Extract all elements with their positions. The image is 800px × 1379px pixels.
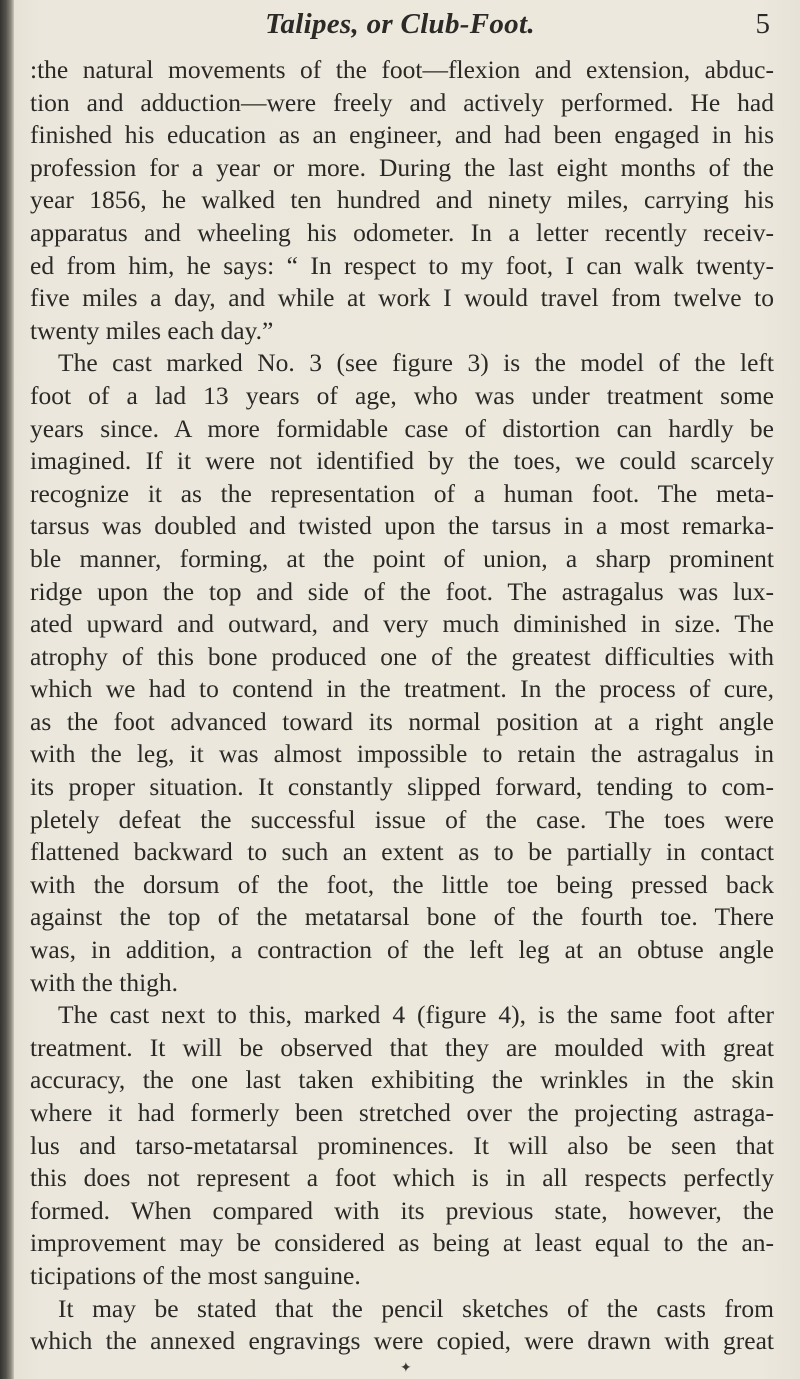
text-line: improvement may be considered as being at least equal to the an- — [30, 1228, 774, 1258]
text-line: was, in addition, a contraction of the left leg at an obtuse angle — [30, 935, 774, 965]
text-line: atrophy of this bone produced one of the greatest difficulties with — [30, 641, 774, 671]
text-line: finished his education as an engineer, and had been engaged in his — [30, 120, 774, 150]
text-line: tarsus was doubled and twisted upon the tarsus in a most remarka- — [30, 511, 774, 541]
text-line: where it had formerly been stretched over the projecting astraga- — [30, 1098, 774, 1127]
text-line: ed from him, he says: “ In respect to my foot, I can walk twenty- — [30, 250, 774, 280]
text-line: years since. A more formidable case of distortion can hardly be — [30, 413, 774, 443]
text-line: against the top of the metatarsal bone of the fourth toe. There — [30, 902, 774, 932]
text-line: flattened backward to such an extent as to be partially in contact — [30, 837, 774, 867]
text-line: year 1856, he walked ten hundred and ninety miles, carrying his — [30, 185, 774, 215]
text-line: with the thigh. — [30, 967, 179, 997]
text-line: The cast marked No. 3 (see figure 3) is the model of the left — [58, 348, 774, 378]
text-line: foot of a lad 13 years of age, who was under treatment some — [30, 380, 774, 410]
text-line: ated upward and outward, and very much diminished in size. The — [30, 609, 774, 639]
text-line: which we had to contend in the treatment. In the process of cure, — [30, 674, 774, 704]
text-line: ble manner, forming, at the point of union, a sharp prominent — [30, 543, 774, 573]
text-line: this does not represent a foot which is in all respects perfectly — [30, 1163, 774, 1193]
text-line: five miles a day, and while at work I would travel from twelve to — [30, 283, 774, 313]
running-title: Talipes, or Club-Foot. — [265, 8, 535, 40]
text-line: with the leg, it was almost impossible to retain the astragalus in — [30, 739, 774, 769]
text-line: treatment. It will be observed that they are moulded with great — [30, 1032, 774, 1062]
text-line: twenty miles each day.” — [30, 315, 274, 345]
page-header — [0, 2, 800, 46]
text-line: profession for a year or more. During the last eight months of the — [30, 152, 774, 182]
book-spine-shadow — [0, 0, 14, 1379]
text-line: which the annexed engravings were copied, were drawn with great — [30, 1326, 774, 1356]
text-line: imagined. If it were not identified by the toes, we could scarcely — [30, 446, 774, 476]
text-line: ridge upon the top and side of the foot. The astragalus was lux- — [30, 576, 774, 606]
text-line: apparatus and wheeling his odometer. In a letter recently receiv- — [30, 217, 774, 247]
text-line: as the foot advanced toward its normal position at a right angle — [30, 706, 774, 736]
text-line: accuracy, the one last taken exhibiting the wrinkles in the skin — [30, 1065, 774, 1095]
text-line: The cast next to this, marked 4 (figure 4), is the same foot after — [58, 1000, 774, 1030]
footer-ornament: ✦ — [400, 1360, 412, 1376]
text-line: It may be stated that the pencil sketches of the casts from — [58, 1293, 774, 1323]
text-line: lus and tarso-metatarsal prominences. It will also be seen that — [30, 1130, 774, 1160]
text-line: :the natural movements of the foot—flexion and extension, abduc- — [30, 55, 774, 84]
text-line: its proper situation. It constantly slipped forward, tending to com- — [30, 772, 774, 802]
text-line: ticipations of the most sanguine. — [30, 1260, 361, 1290]
text-line: formed. When compared with its previous state, however, the — [30, 1195, 774, 1225]
body-text — [30, 54, 774, 1358]
text-line: with the dorsum of the foot, the little toe being pressed back — [30, 869, 774, 899]
text-line: pletely defeat the successful issue of the case. The toes were — [30, 804, 774, 834]
page-number: 5 — [755, 8, 770, 40]
text-line: recognize it as the representation of a human foot. The meta- — [30, 478, 774, 508]
text-line: tion and adduction—were freely and actively performed. He had — [30, 87, 774, 117]
